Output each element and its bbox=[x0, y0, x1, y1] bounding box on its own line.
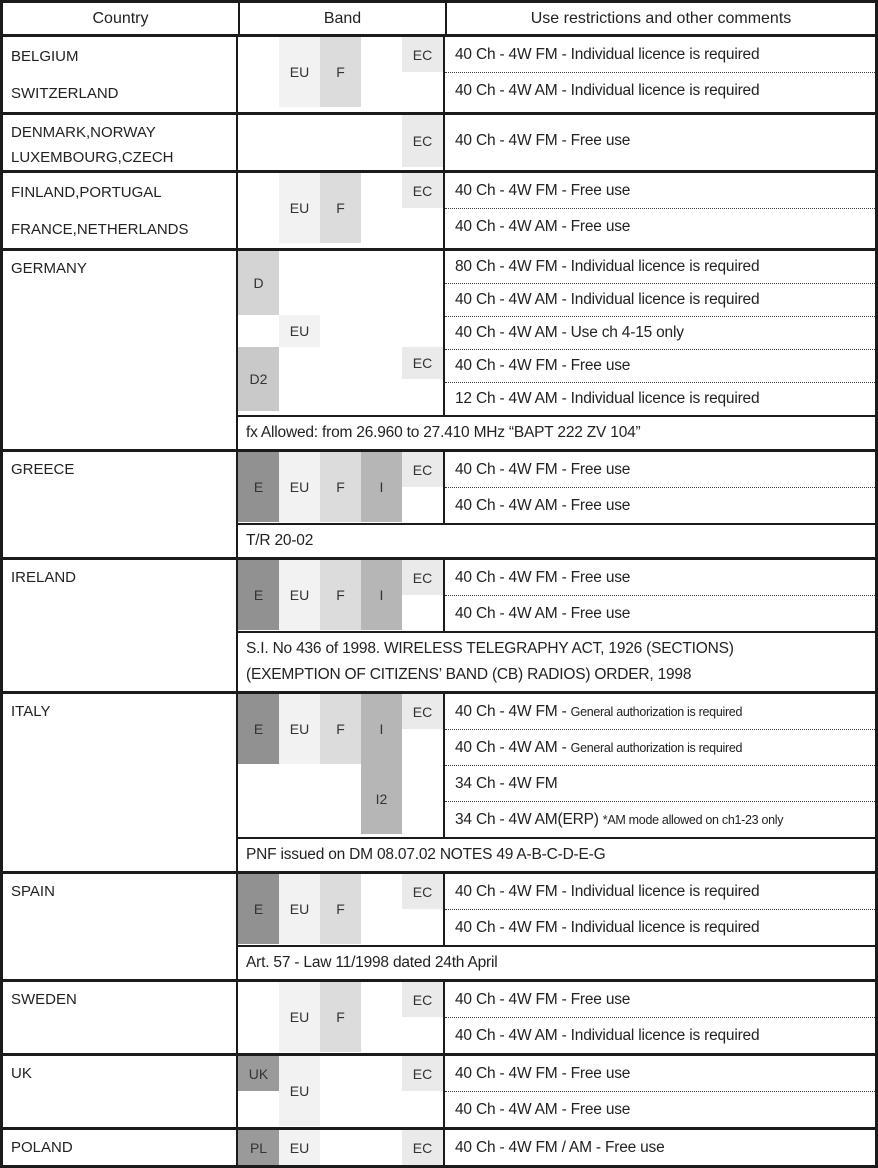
band-cell-f: F bbox=[320, 560, 361, 630]
comment-note: General authorization is required bbox=[570, 741, 743, 755]
comment-row: 40 Ch - 4W FM - Free use bbox=[455, 569, 631, 586]
comments-column bbox=[443, 251, 875, 415]
section-sweden bbox=[3, 979, 875, 1053]
section-footer bbox=[238, 837, 875, 871]
band-cell-d: D bbox=[238, 251, 279, 315]
footer-line: S.I. No 436 of 1998. WIRELESS TELEGRAPHY ACT, 1926 (SECTIONS) bbox=[246, 640, 734, 657]
comment-row: 40 Ch - 4W AM - Individual licence is required bbox=[445, 72, 875, 108]
band-cell-eu: EU bbox=[279, 1130, 320, 1165]
section-greece bbox=[3, 449, 875, 557]
band-cell-ec: EC bbox=[402, 37, 443, 72]
section-denmark-group bbox=[3, 112, 875, 170]
band-area bbox=[238, 982, 443, 1053]
band-area bbox=[238, 1130, 443, 1165]
band-cell-eu: EU bbox=[279, 452, 320, 522]
band-cell-f: F bbox=[320, 173, 361, 243]
band-area bbox=[238, 694, 443, 837]
comment-note: *AM mode allowed on ch1-23 only bbox=[602, 813, 784, 827]
band-area bbox=[238, 452, 443, 523]
comment-row: 40 Ch - 4W FM - Free use bbox=[455, 1065, 631, 1082]
section-belgium-switzerland bbox=[3, 37, 875, 112]
comment-row: 40 Ch - 4W FM - Individual licence is required bbox=[455, 46, 760, 63]
section-finland-group bbox=[3, 170, 875, 248]
country-name: IRELAND bbox=[3, 560, 238, 691]
band-area bbox=[238, 560, 443, 631]
table-header bbox=[3, 3, 875, 37]
footer-line: PNF issued on DM 08.07.02 NOTES 49 A-B-C-D-E-G bbox=[246, 846, 606, 863]
band-cell-f: F bbox=[320, 874, 361, 944]
band-cell-ec: EC bbox=[402, 115, 443, 167]
comment-row: 40 Ch - 4W FM - General authorization is required bbox=[455, 703, 743, 720]
section-germany bbox=[3, 248, 875, 449]
band-cell-eu: EU bbox=[279, 37, 320, 107]
band-cell-i: I bbox=[361, 694, 402, 764]
comments-column bbox=[443, 452, 875, 523]
band-cell-ec: EC bbox=[402, 560, 443, 595]
band-area bbox=[238, 173, 443, 248]
comment-row: 40 Ch - 4W FM / AM - Free use bbox=[455, 1139, 665, 1156]
band-area bbox=[238, 1056, 443, 1127]
footer-line: (EXEMPTION OF CITIZENS’ BAND (CB) RADIOS) ORDER, 1998 bbox=[246, 666, 692, 683]
band-area bbox=[238, 115, 443, 170]
band-area bbox=[238, 251, 443, 415]
comments-column bbox=[443, 115, 875, 170]
comments-column bbox=[443, 982, 875, 1053]
band-cell-uk: UK bbox=[238, 1056, 279, 1091]
country-name: SPAIN bbox=[3, 874, 238, 979]
comment-row: 40 Ch - 4W AM - Use ch 4-15 only bbox=[445, 316, 875, 349]
comment-row: 40 Ch - 4W FM - Free use bbox=[445, 349, 875, 382]
header-band: Band bbox=[240, 3, 447, 34]
band-cell-eu: EU bbox=[279, 874, 320, 944]
band-cell-eu: EU bbox=[279, 173, 320, 243]
band-area bbox=[238, 37, 443, 112]
comment-row: 40 Ch - 4W FM - Free use bbox=[455, 132, 631, 149]
comment-row: 40 Ch - 4W FM - Free use bbox=[455, 461, 631, 478]
band-cell-eu: EU bbox=[279, 982, 320, 1052]
country-name: UK bbox=[3, 1056, 238, 1127]
band-cell-ec: EC bbox=[402, 173, 443, 208]
country-name: BELGIUM SWITZERLAND bbox=[3, 37, 238, 112]
band-area bbox=[238, 874, 443, 945]
footer-line: T/R 20-02 bbox=[246, 532, 314, 549]
band-cell-f: F bbox=[320, 694, 361, 764]
comments-column bbox=[443, 874, 875, 945]
country-name: GERMANY bbox=[3, 251, 238, 449]
band-cell-e: E bbox=[238, 874, 279, 944]
band-cell-ec: EC bbox=[402, 874, 443, 909]
comment-row: 34 Ch - 4W FM bbox=[445, 765, 875, 801]
comment-row: 40 Ch - 4W AM - Free use bbox=[445, 1091, 875, 1127]
comment-row: 40 Ch - 4W FM - Individual licence is required bbox=[445, 909, 875, 945]
band-cell-i: I bbox=[361, 560, 402, 630]
section-spain bbox=[3, 871, 875, 979]
band-cell-ec: EC bbox=[402, 452, 443, 487]
comments-column bbox=[443, 1130, 875, 1165]
country-name: ITALY bbox=[3, 694, 238, 871]
band-cell-ec: EC bbox=[402, 1056, 443, 1091]
band-cell-d2: D2 bbox=[238, 347, 279, 411]
band-cell-pl: PL bbox=[238, 1130, 279, 1165]
band-cell-e: E bbox=[238, 694, 279, 764]
comment-row: 80 Ch - 4W FM - Individual licence is required bbox=[455, 258, 760, 275]
band-cell-e: E bbox=[238, 560, 279, 630]
band-cell-eu: EU bbox=[279, 694, 320, 764]
band-cell-eu: EU bbox=[279, 315, 320, 347]
comment-row: 40 Ch - 4W AM - Individual licence is required bbox=[445, 1017, 875, 1053]
section-footer bbox=[238, 415, 875, 449]
comment-row: 40 Ch - 4W AM - General authorization is required bbox=[445, 729, 875, 765]
country-name: SWEDEN bbox=[3, 982, 238, 1053]
band-cell-f: F bbox=[320, 982, 361, 1052]
comments-column bbox=[443, 37, 875, 112]
section-uk bbox=[3, 1053, 875, 1127]
comment-row: 40 Ch - 4W AM - Free use bbox=[445, 208, 875, 244]
comment-row: 40 Ch - 4W AM - Free use bbox=[445, 487, 875, 523]
comments-column bbox=[443, 560, 875, 631]
section-footer bbox=[238, 631, 875, 691]
section-poland bbox=[3, 1127, 875, 1165]
comment-row: 40 Ch - 4W AM - Individual licence is required bbox=[445, 283, 875, 316]
comment-row: 12 Ch - 4W AM - Individual licence is required bbox=[445, 382, 875, 415]
header-comments: Use restrictions and other comments bbox=[530, 9, 792, 27]
section-italy bbox=[3, 691, 875, 871]
comment-row: 40 Ch - 4W FM - Free use bbox=[455, 991, 631, 1008]
band-cell-ec: EC bbox=[402, 347, 443, 379]
band-cell-f: F bbox=[320, 452, 361, 522]
comment-row: 34 Ch - 4W AM(ERP) *AM mode allowed on ch1-23 only bbox=[445, 801, 875, 837]
header-country: Country bbox=[3, 3, 240, 34]
comment-note: General authorization is required bbox=[570, 705, 743, 719]
footer-line: Art. 57 - Law 11/1998 dated 24th April bbox=[246, 954, 498, 971]
section-footer bbox=[238, 523, 875, 557]
band-cell-eu: EU bbox=[279, 1056, 320, 1126]
band-cell-f: F bbox=[320, 37, 361, 107]
country-name: GREECE bbox=[3, 452, 238, 557]
comment-row: 40 Ch - 4W FM - Individual licence is required bbox=[455, 883, 760, 900]
country-name: DENMARK,NORWAY LUXEMBOURG,CZECH bbox=[3, 115, 238, 170]
section-footer bbox=[238, 945, 875, 979]
band-cell-e: E bbox=[238, 452, 279, 522]
band-cell-ec: EC bbox=[402, 694, 443, 729]
comments-column bbox=[443, 694, 875, 837]
comment-row: 40 Ch - 4W AM - Free use bbox=[445, 595, 875, 631]
section-ireland bbox=[3, 557, 875, 691]
band-cell-i2: I2 bbox=[361, 764, 402, 834]
band-cell-ec: EC bbox=[402, 1130, 443, 1165]
band-cell-ec: EC bbox=[402, 982, 443, 1017]
country-name: FINLAND,PORTUGAL FRANCE,NETHERLANDS bbox=[3, 173, 238, 248]
comment-row: 40 Ch - 4W FM - Free use bbox=[455, 182, 631, 199]
country-name: POLAND bbox=[3, 1130, 238, 1165]
comments-column bbox=[443, 173, 875, 248]
band-cell-i: I bbox=[361, 452, 402, 522]
footer-line: fx Allowed: from 26.960 to 27.410 MHz “BAPT 222 ZV 104” bbox=[246, 424, 641, 441]
comments-column bbox=[443, 1056, 875, 1127]
band-cell-eu: EU bbox=[279, 560, 320, 630]
